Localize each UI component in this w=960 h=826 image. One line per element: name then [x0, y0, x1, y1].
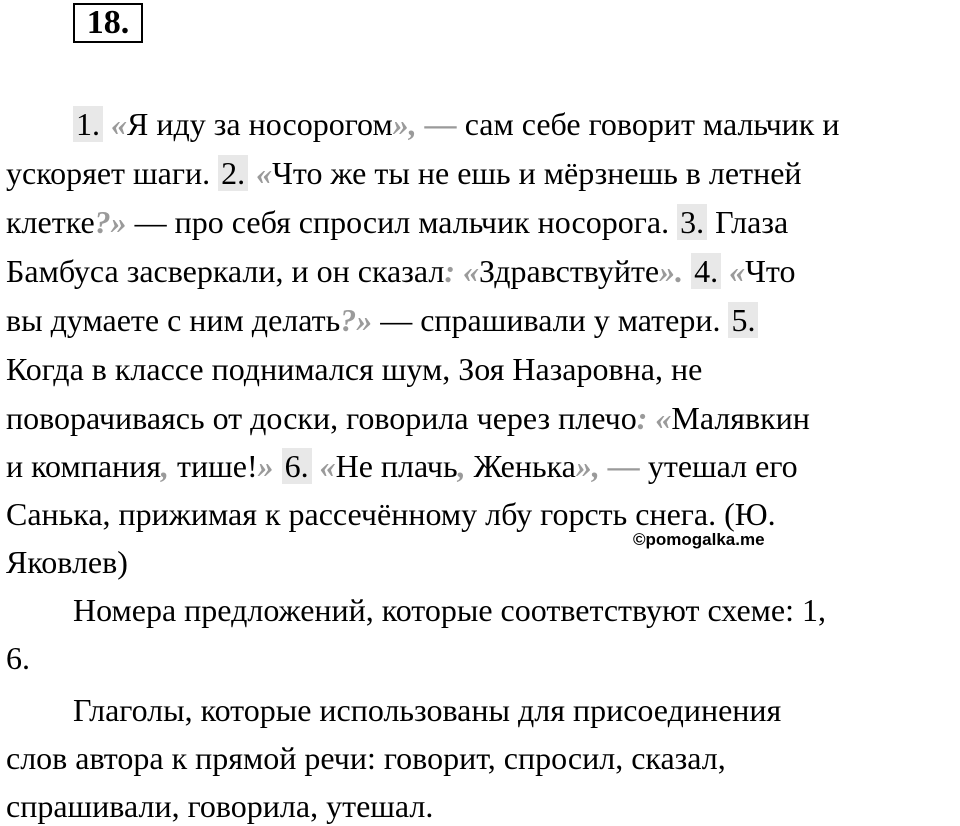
punctuation-mark: «: [111, 106, 127, 142]
text-fragment: утешал его: [639, 448, 798, 484]
text-fragment: Я иду за носорогом: [127, 106, 393, 142]
answer-line: спрашивали, говорила, утешал.: [6, 788, 434, 824]
sentence-number-6: 6.: [282, 448, 312, 484]
paragraph-line-6: [6, 349, 702, 389]
text-fragment: вы думаете с ним делать: [6, 302, 341, 338]
sentence-number-3: 3.: [677, 204, 707, 240]
punctuation-mark: », —: [575, 448, 640, 484]
paragraph-line-10: [6, 542, 128, 582]
text-fragment: ускоряет шаги.: [6, 155, 219, 191]
text-fragment: [683, 253, 691, 289]
punctuation-mark: : «: [444, 253, 479, 289]
answer-line: Глаголы, которые использованы для присоединения: [73, 692, 782, 728]
punctuation-mark: ?»: [94, 204, 127, 240]
punctuation-mark: »: [257, 448, 274, 484]
punctuation-mark: ».: [659, 253, 684, 289]
punctuation-mark: », —: [392, 106, 457, 142]
watermark: ©pomogalka.me: [633, 530, 765, 549]
paragraph-line-9: [6, 494, 776, 534]
text-fragment: [274, 448, 282, 484]
text-fragment: Женька: [465, 448, 576, 484]
answer-line: слов автора к прямой речи: говорит, спросил, сказал,: [6, 740, 726, 776]
text-fragment: Что же ты не ешь и мёрзнешь в летней: [272, 155, 802, 191]
text-fragment: Санька, прижимая к рассечённому лбу горсть снега. (Ю.: [6, 496, 776, 532]
text-fragment: поворачиваясь от доски, говорила через плечо: [6, 400, 637, 436]
punctuation-mark: «: [721, 253, 746, 289]
sentence-number-1: 1.: [73, 106, 103, 142]
text-fragment: — спрашивали у матери.: [372, 302, 729, 338]
answer-line: 6.: [6, 640, 30, 676]
task-number-box: [73, 3, 143, 43]
text-fragment: и компания: [6, 448, 161, 484]
paragraph-line-5: [6, 300, 758, 340]
text-fragment: тише!: [168, 448, 258, 484]
punctuation-mark: «: [311, 448, 336, 484]
paragraph-line-4: [6, 251, 795, 291]
paragraph-line-8: [6, 446, 798, 486]
paragraph-line-3: [6, 202, 788, 242]
text-fragment: Не плачь: [335, 448, 458, 484]
punctuation-mark: ,: [457, 448, 466, 484]
sentence-number-4: 4.: [691, 253, 721, 289]
text-fragment: Бамбуса засверкали, и он сказал: [6, 253, 445, 289]
text-fragment: Малявкин: [671, 400, 810, 436]
punctuation-mark: ?»: [340, 302, 373, 338]
text-fragment: Когда в классе поднимался шум, Зоя Назаровна, не: [6, 351, 703, 387]
punctuation-mark: «: [248, 155, 273, 191]
punctuation-mark: ,: [160, 448, 169, 484]
paragraph-line-1: [73, 104, 839, 144]
answer-line: Номера предложений, которые соответствуют схеме: 1,: [73, 592, 827, 628]
paragraph-line-7: [6, 398, 810, 438]
text-fragment: Что: [745, 253, 796, 289]
text-fragment: Здравствуйте: [478, 253, 660, 289]
text-fragment: сам себе говорит мальчик и: [456, 106, 840, 142]
task-number: 18.: [86, 4, 130, 41]
text-fragment: клетке: [6, 204, 95, 240]
sentence-number-2: 2.: [218, 155, 248, 191]
sentence-number-5: 5.: [728, 302, 758, 338]
paragraph-line-2: [6, 153, 802, 193]
text-fragment: Яковлев): [6, 544, 128, 580]
text-fragment: — про себя спросил мальчик носорога.: [126, 204, 678, 240]
punctuation-mark: : «: [636, 400, 672, 436]
text-fragment: Глаза: [707, 204, 789, 240]
